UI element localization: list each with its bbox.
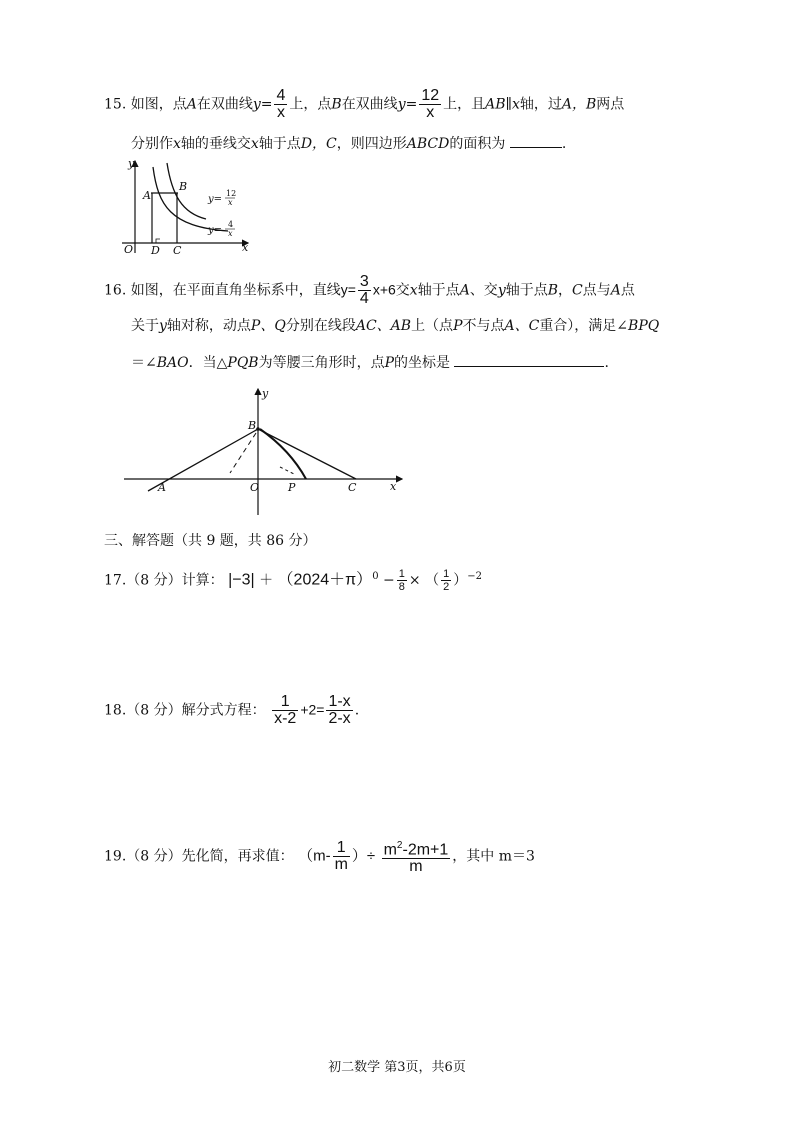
q19-fraction-quadratic-over-m: $\frac{m^2-2m+1}{m}$ — [383, 840, 449, 876]
q15-curve4-den: x — [228, 229, 233, 238]
q15-curve4-label: y= — [208, 225, 223, 236]
q16-point-b — [256, 427, 260, 431]
q15-fraction-4-over-x: $\frac{4}{x}$ — [276, 87, 286, 121]
section-3-heading: 三、解答题（共 9 题，共 86 分） — [104, 533, 317, 549]
q18-fraction-left: $\frac{1}{x-2}$ — [274, 693, 297, 727]
q16-point-p-label: P — [288, 481, 296, 494]
q16-point-a-label: A — [158, 481, 166, 494]
q17-fraction-1-over-8: $\frac{1}{8}$ — [398, 568, 405, 594]
q15-y-label: y — [128, 157, 135, 170]
q16-answer-blank[interactable] — [454, 352, 604, 367]
q15-answer-blank[interactable] — [510, 133, 562, 148]
q17: 17.（8 分）计算： $|-3| + (2024+\pi)^0$ − $\frac{1}{8}$ × （ $\frac{1}{2}$ ）$^{-2}$ — [104, 568, 482, 594]
page-footer: 初二数学 第3页，共6页 — [328, 1060, 466, 1075]
q15-figure — [118, 155, 258, 257]
q16-segment-bp — [260, 429, 306, 479]
q16-x-label: x — [390, 480, 397, 493]
q15-right-angle-mark — [156, 239, 160, 243]
q15-curve4-num: 4 — [228, 220, 234, 229]
q15-point-c-label: C — [173, 244, 182, 257]
q16-point-b-label: B — [248, 419, 257, 432]
q15-fraction-12-over-x: $\frac{12}{x}$ — [421, 87, 440, 121]
q15-curve12-label: y= — [208, 194, 223, 205]
q16-dashed-pq — [280, 467, 296, 475]
q16-dashed-bq — [230, 433, 256, 473]
q15-curve12-num: 12 — [226, 189, 237, 198]
q16-point-c-label: C — [348, 481, 357, 494]
q16-fraction-3-over-4: $\frac{3}{4}$ — [359, 273, 369, 307]
q15-line1: 15. 如图，点A在双曲线y= $\frac{4}{x}$ 上，点B在双曲线y= $\frac{12}{x}$ 上，且AB∥x轴，过A，B两点 — [104, 87, 625, 121]
q16-line1: 16. 如图，在平面直角坐标系中，直线y= $\frac{3}{4}$ x+6交x轴于点A、交y轴于点B，C点与A点 — [104, 273, 635, 307]
q15-x-label: x — [242, 241, 249, 254]
q16-line2: 关于y轴对称，动点P、Q分别在线段AC、AB上（点P不与点A、C重合），满足∠BPQ — [131, 318, 660, 334]
q18: 18.（8 分）解分式方程： $\frac{1}{x-2}$ +2= $\frac{1-x}{2-x}$ . — [104, 693, 360, 727]
q19-fraction-1-over-m: $\frac{1}{m}$ — [334, 839, 348, 874]
q16-segment-bc — [258, 429, 356, 479]
q15-point-a-label: A — [143, 189, 151, 202]
q19: 19.（8 分）先化简，再求值： （m- $\frac{1}{m}$ ）÷ $\frac{m^2-2m+1}{m}$ ，其中 m＝3 — [104, 839, 535, 876]
q15-curve12-den: x — [228, 198, 233, 207]
q15-point-d-label: D — [151, 244, 160, 257]
q17-fraction-1-over-2: $\frac{1}{2}$ — [443, 568, 450, 594]
q15-point-b-label: B — [179, 180, 188, 193]
q16-line3: ＝∠BAO．当△PQB为等腰三角形时，点P的坐标是 . — [131, 352, 609, 372]
q18-fraction-right: $\frac{1-x}{2-x}$ — [328, 693, 351, 727]
q16-figure — [120, 383, 410, 518]
q16-y-label: y — [262, 387, 269, 400]
q16-origin-label: O — [250, 481, 260, 494]
q15-origin-label: O — [124, 243, 134, 256]
q15-line2: 分别作x轴的垂线交x轴于点D，C，则四边形ABCD的面积为 . — [131, 133, 566, 153]
